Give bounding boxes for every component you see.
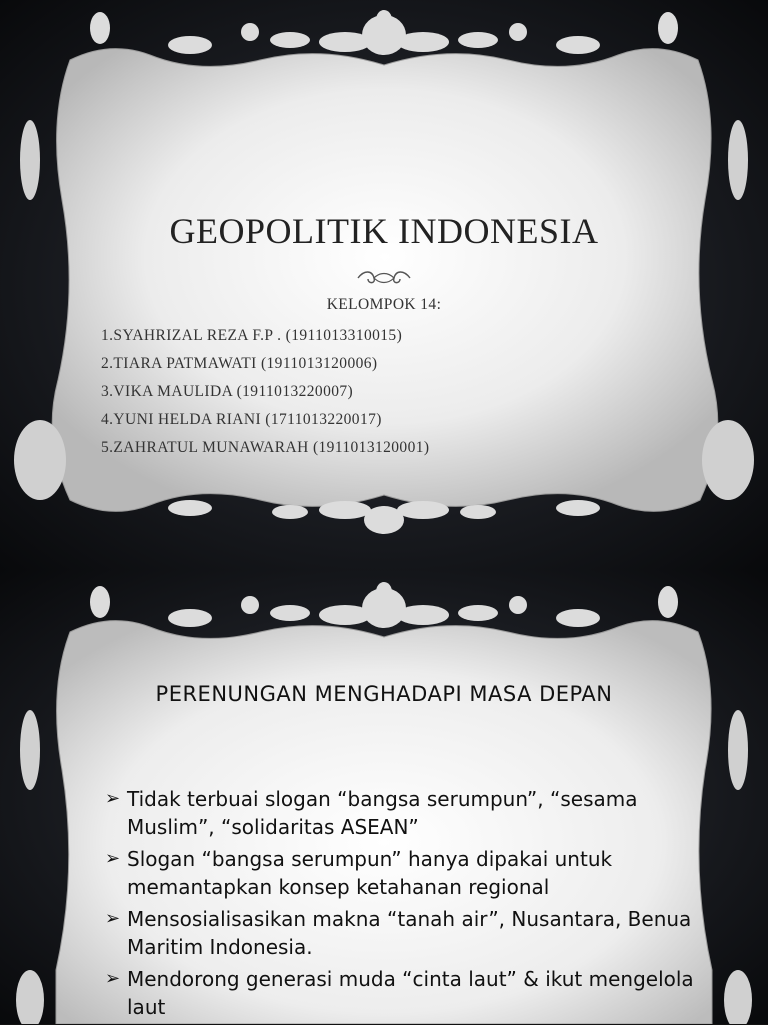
member-list [101,322,429,462]
list-item: 2.TIARA PATMAWATI (1911013120006) [101,355,378,372]
slide-title: GEOPOLITIK INDONESIA [169,211,599,251]
arrow-bullet-icon: ➢ [105,788,121,809]
bullet-text: Tidak terbuai slogan “bangsa serumpun”, “sesama Muslim”, “solidaritas ASEAN” [127,787,638,839]
bullet-text: Slogan “bangsa serumpun” hanya dipakai untuk memantapkan konsep ketahanan regional [127,847,613,899]
top-flourish [90,10,678,55]
top-flourish [90,582,678,628]
list-item [105,785,705,841]
list-item: 1.SYAHRIZAL REZA F.P . (1911013310015) [101,327,403,344]
slide-title: PERENUNGAN MENGHADAPI MASA DEPAN [155,682,613,706]
list-item [105,845,705,901]
arrow-bullet-icon: ➢ [105,848,121,869]
bottom-flourish [168,500,600,534]
bullet-text: Mensosialisasikan makna “tanah air”, Nusantara, Benua Maritim Indonesia. [127,907,692,959]
bullet-text: Mendorong generasi muda “cinta laut” & ikut mengelola laut [127,967,694,1019]
list-item: 5.ZAHRATUL MUNAWARAH (1911013120001) [101,439,430,456]
group-label: KELOMPOK 14: [326,296,442,313]
list-item: 4.YUNI HELDA RIANI (1711013220017) [101,411,382,428]
list-item: 3.VIKA MAULIDA (1911013220007) [101,383,354,400]
list-item [105,905,705,961]
scroll-divider-icon [354,268,414,288]
arrow-bullet-icon: ➢ [105,968,121,989]
list-item [105,965,705,1021]
arrow-bullet-icon: ➢ [105,908,121,929]
bullet-list [105,785,705,1025]
